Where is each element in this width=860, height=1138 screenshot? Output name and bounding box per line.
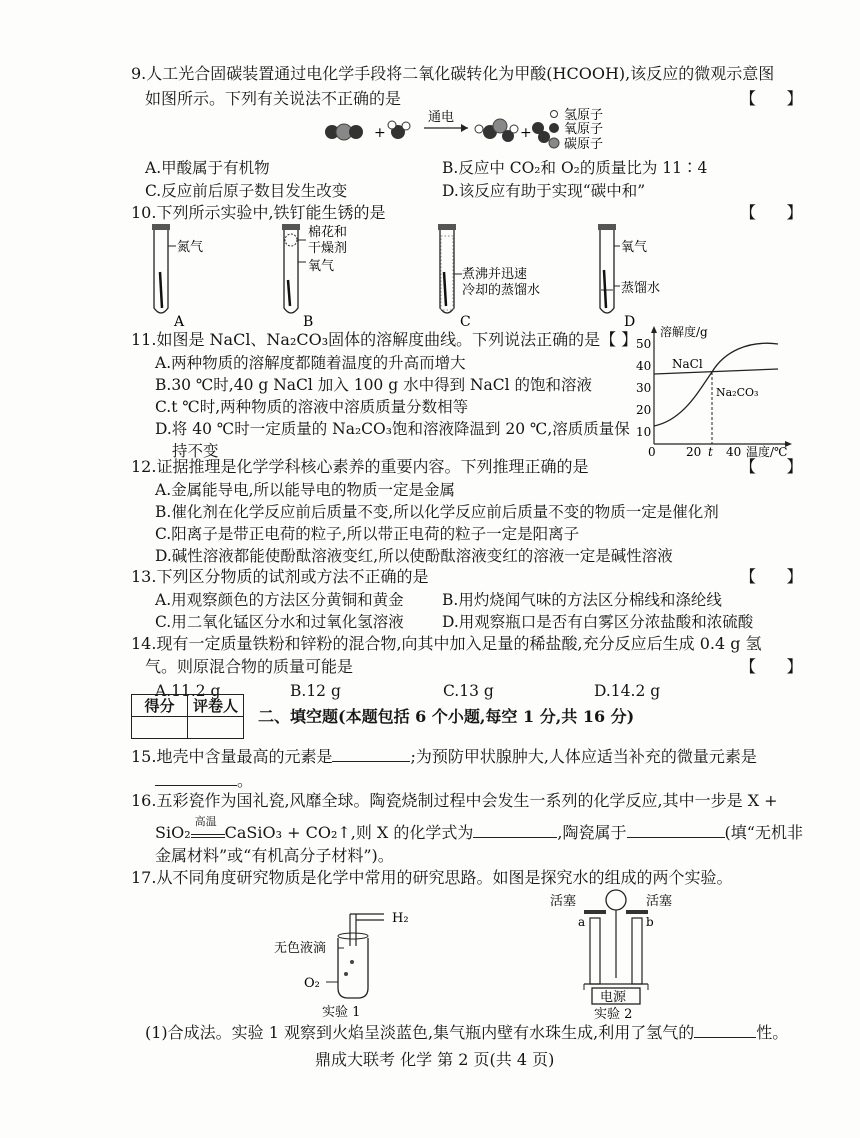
gas-jar	[338, 938, 368, 998]
q9-answer-bracket: 【 】	[740, 89, 803, 108]
q17-stem: 17.从不同角度研究物质是化学中常用的研究思路。如图是探究水的组成的两个实验。	[131, 868, 733, 887]
q16-line1: 16.五彩瓷作为国礼瓷,风靡全球。陶瓷烧制过程中会发生一系列的化学反应,其中一步是 X +	[131, 791, 778, 810]
tube-b	[282, 224, 347, 330]
plus-sign-1: +	[374, 125, 386, 141]
tube-d-label-1: 蒸馏水	[621, 281, 661, 296]
q12-stem: 12.证据推理是化学学科核心素养的重要内容。下列推理正确的是	[131, 457, 589, 476]
q11-stem: 11.如图是 NaCl、Na₂CO₃固体的溶解度曲线。下列说法正确的是【 】	[131, 330, 638, 349]
q15-text-b: ;为预防甲状腺肿大,人体应适当补充的微量元素是	[410, 747, 757, 766]
y-tick-30: 30	[636, 381, 652, 395]
q14-stem-line2: 气。则原混合物的质量可能是	[145, 657, 354, 676]
q12-option-a: A.金属能导电,所以能导电的物质一定是金属	[155, 481, 456, 499]
q16-line2	[155, 815, 803, 844]
q11-option-a: A.两种物质的溶解度都随着温度的升高而增大	[155, 354, 466, 372]
exp1-h2-label: H₂	[392, 911, 409, 926]
page-footer: 鼎成大联考 化学 第 2 页(共 4 页)	[315, 1050, 555, 1069]
tube-c-label-0: 煮沸并迅速	[462, 267, 528, 282]
q15-line2	[155, 768, 253, 792]
tube-d	[598, 224, 660, 330]
q10-answer-bracket: 【 】	[740, 203, 803, 222]
q16-blank-1[interactable]	[473, 820, 557, 838]
legend-oxygen: 氧原子	[564, 122, 604, 137]
tube-d-label-0: 氧气	[621, 240, 648, 255]
h2o-molecule	[388, 121, 410, 139]
q12-option-c: C.阳离子是带正电荷的粒子,所以带正电荷的粒子一定是阳离子	[155, 525, 580, 543]
plus-sign-2: +	[520, 125, 532, 141]
exp2-caption: 实验 2	[594, 1007, 633, 1020]
q9-option-c: C.反应前后原子数目发生改变	[145, 182, 348, 200]
q9-stem-line2: 如图所示。下列有关说法不正确的是	[145, 89, 402, 108]
tube-c	[438, 224, 540, 330]
oxygen-legend-icon	[549, 123, 559, 133]
q16-condition: 高温	[194, 815, 217, 828]
q11-option-c: C.t ℃时,两种物质的溶液中溶质质量分数相等	[155, 398, 469, 416]
q9-option-d: D.该反应有助于实现“碳中和”	[442, 182, 646, 200]
legend-hydrogen: 氢原子	[564, 108, 604, 123]
q17-experiment-2	[544, 888, 704, 1020]
q9-option-b: B.反应中 CO₂和 O₂的质量比为 11∶4	[442, 159, 708, 177]
q13-option-c: C.用二氧化锰区分水和过氧化氢溶液	[155, 613, 404, 631]
q11-option-d-cont: 持不变	[172, 442, 219, 460]
arrow-label: 通电	[428, 110, 455, 125]
q9-stem-line1: 9.人工光合固碳装置通过电化学手段将二氧化碳转化为甲酸(HCOOH),该反应的微观示意图	[131, 64, 775, 83]
grader-header: 评卷人	[188, 695, 244, 717]
tube-b-label-2: 氧气	[308, 259, 335, 274]
q16-line3: 金属材料”或“有机高分子材料”)。	[155, 846, 394, 865]
q12-option-b: B.催化剂在化学反应前后质量不变,所以化学反应前后质量不变的物质一定是催化剂	[155, 503, 719, 521]
legend-carbon: 碳原子	[564, 137, 604, 152]
na2co3-curve	[654, 343, 778, 426]
q15-blank-1[interactable]	[332, 744, 410, 762]
q14-answer-bracket: 【 】	[740, 657, 803, 676]
q14-stem-line1: 14.现有一定质量铁粉和锌粉的混合物,向其中加入足量的稀盐酸,充分反应后生成 0.4 g 氢	[131, 634, 762, 653]
y-tick-40: 40	[636, 359, 652, 373]
q13-stem: 13.下列区分物质的试剂或方法不正确的是	[131, 567, 429, 586]
q11-option-d: D.将 40 ℃时一定质量的 Na₂CO₃饱和溶液降温到 20 ℃,溶质质量保	[155, 420, 630, 438]
exp1-droplets-label: 无色液滴	[274, 941, 327, 956]
q15-text-a: 15.地壳中含量最高的元素是	[131, 747, 333, 766]
q16-text-c: ,陶瓷属于	[557, 823, 627, 842]
hcooh-molecule	[475, 119, 518, 142]
hydrogen-legend-icon	[551, 111, 558, 118]
co2-molecule	[325, 124, 363, 140]
exp1-o2-label: O₂	[304, 976, 320, 991]
q13-option-d: D.用观察瓶口是否有白雾区分浓盐酸和浓硫酸	[442, 613, 754, 631]
q9-option-a: A.甲酸属于有机物	[145, 159, 270, 177]
q16-blank-2[interactable]	[627, 820, 725, 838]
y-axis-label: 溶解度/g	[660, 325, 708, 339]
x-tick-40: 40	[726, 445, 742, 458]
q15-text-c: 。	[237, 771, 254, 790]
x-axis-label: 温度/℃	[746, 445, 788, 458]
exp1-caption: 实验 1	[322, 1005, 361, 1020]
q16-sio2: SiO₂	[155, 823, 191, 842]
x-tick-t: t	[708, 445, 713, 458]
q10-stem: 10.下列所示实验中,铁钉能生锈的是	[131, 203, 386, 222]
q13-option-a: A.用观察颜色的方法区分黄铜和黄金	[155, 591, 404, 609]
q16-text-d: (填“无机非	[724, 823, 803, 842]
q9-reaction-diagram	[320, 106, 620, 152]
y-tick-50: 50	[636, 337, 652, 351]
exp2-label-b: b	[646, 915, 654, 929]
grader-cell	[188, 717, 244, 739]
tube-b-label-1: 干燥剂	[308, 241, 348, 256]
score-header: 得分	[132, 695, 188, 717]
tube-a-letter: A	[174, 314, 185, 330]
q10-tubes-figure	[140, 222, 680, 330]
score-cell	[132, 717, 188, 739]
q17-sub1-text: (1)合成法。实验 1 观察到火焰呈淡蓝色,集气瓶内壁有水珠生成,利用了氢气的	[145, 1023, 695, 1042]
y-tick-20: 20	[636, 403, 652, 417]
o2-molecule	[532, 122, 550, 143]
tube-a-label-0: 氮气	[177, 240, 204, 255]
q17-sub1-tail: 性。	[756, 1023, 789, 1042]
q13-option-b: B.用灼烧闻气味的方法区分棉线和涤纶线	[442, 591, 722, 609]
q14-option-d: D.14.2 g	[594, 682, 661, 700]
nacl-series-label: NaCl	[672, 357, 703, 371]
carbon-legend-icon	[549, 138, 559, 148]
q16-text-b: CaSiO₃ + CO₂↑,则 X 的化学式为	[224, 823, 474, 842]
tube-d-letter: D	[624, 314, 636, 330]
q12-option-d: D.碱性溶液都能使酚酞溶液变红,所以使酚酞溶液变红的溶液一定是碱性溶液	[155, 547, 673, 565]
q17-blank-1[interactable]	[694, 1020, 756, 1038]
exp2-label-a: a	[578, 915, 586, 929]
q11-option-b: B.30 ℃时,40 g NaCl 加入 100 g 水中得到 NaCl 的饱和溶液	[155, 376, 593, 394]
x-tick-20: 20	[686, 445, 702, 458]
tube-c-letter: C	[460, 314, 471, 330]
x-tick-0: 0	[648, 445, 656, 458]
q14-option-c: C.13 g	[443, 682, 494, 700]
na2co3-series-label: Na₂CO₃	[716, 386, 759, 399]
tube-c-label-1: 冷却的蒸馏水	[462, 283, 541, 298]
exp2-valve-left: 活塞	[550, 894, 577, 909]
section2-title: 二、填空题(本题包括 6 个小题,每空 1 分,共 16 分)	[258, 707, 635, 726]
q15-blank-2[interactable]	[155, 768, 237, 786]
solubility-chart	[628, 322, 798, 458]
q12-answer-bracket: 【 】	[740, 457, 803, 476]
tube-a	[152, 224, 203, 330]
q16-condition-arrow	[191, 815, 225, 838]
exp2-power-label: 电源	[600, 990, 627, 1005]
q17-experiment-1	[272, 902, 422, 1020]
y-tick-10: 10	[636, 425, 652, 439]
exp2-valve-right: 活塞	[646, 894, 673, 909]
tube-b-letter: B	[303, 314, 314, 330]
q14-option-a: A.11.2 g	[155, 682, 221, 700]
q17-sub1	[145, 1020, 788, 1044]
score-table	[131, 694, 244, 739]
q13-answer-bracket: 【 】	[740, 567, 803, 586]
q15-line1	[131, 744, 757, 768]
q14-option-b: B.12 g	[290, 682, 341, 700]
tube-b-label-0: 棉花和	[308, 225, 348, 240]
